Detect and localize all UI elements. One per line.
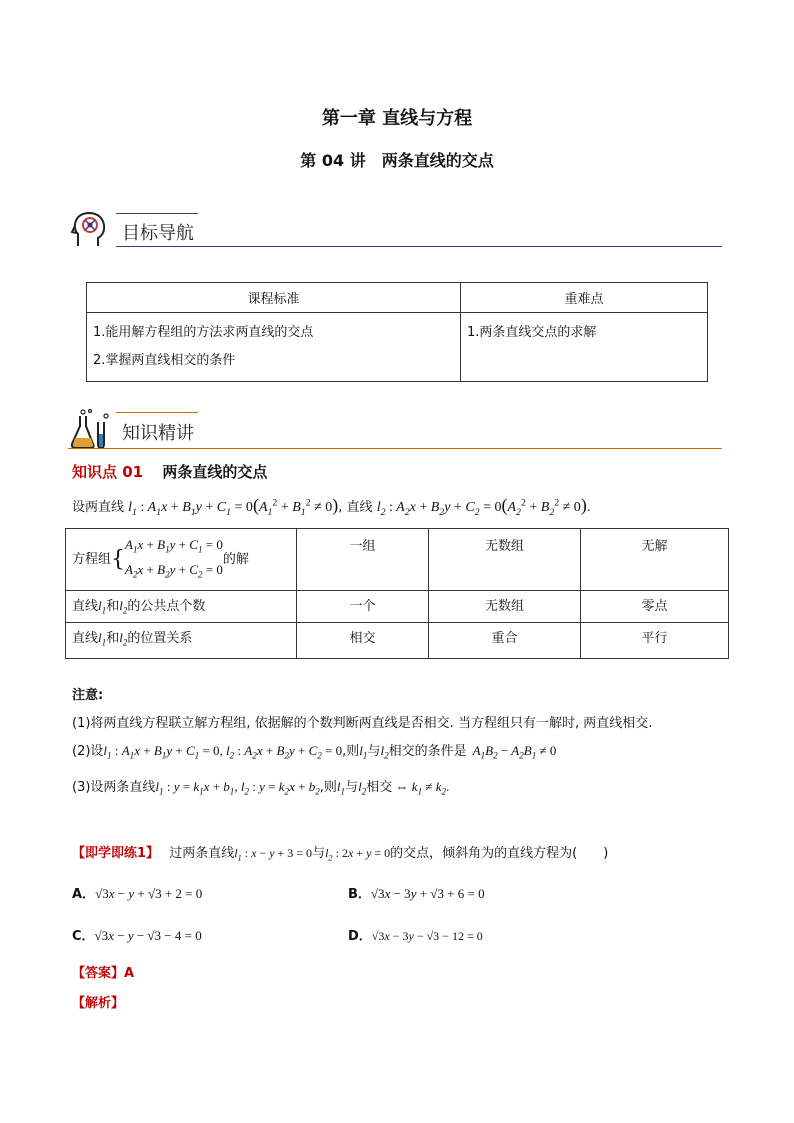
- exercise-question: 【即学即练1】 过两条直线$l_1$ : x − y + 3 = 0与$l_2$ : 2x + y = 0的交点，倾斜角为的直线方程为( ): [72, 846, 609, 863]
- note3-mid: ,则: [319, 780, 337, 795]
- note2-mid: ,则: [342, 744, 360, 759]
- note2-suffix: 相交的条件是: [388, 744, 467, 759]
- option-c[interactable]: C．√3x − y − √3 − 4 = 0: [72, 928, 202, 944]
- relation-cell: 一组: [297, 529, 429, 591]
- lab-flask-icon: [68, 408, 112, 450]
- note2-mid2: 与: [367, 744, 381, 759]
- line-l2-equation: $l_2$ : $A_2x + B_2y + C_2 = 0(A_2^2 + B_2^2 \ne 0)$.: [376, 495, 591, 518]
- goals-divider: [116, 246, 722, 247]
- question-suffix: 的交点，倾斜角为的直线方程为( ): [390, 846, 609, 861]
- note-1: (1)将两直线方程联立解方程组, 依据解的个数判断两直线是否相交. 当方程组只有一解时, 两直线相交.: [72, 716, 653, 731]
- relation-row3-label: 直线$l_1$和$l_2$的位置关系: [66, 623, 297, 659]
- goals-table: [86, 282, 708, 382]
- knowledge-divider: [68, 448, 722, 449]
- note-3: (3)设两条直线$l_1$ : $y = k_1x + b_1$, $l_2$ : $y = k_2x + b_2$,则$l_1$与$l_2$相交 ⇔ $k_1 \ne k_2$.: [72, 779, 450, 797]
- equation-system: $A_1x + B_1y + C_1 = 0$ $A_2x + B_2y + C_2 = 0$: [125, 536, 223, 580]
- relation-row2-label: 直线$l_1$和$l_2$的公共点个数: [66, 591, 297, 623]
- row1-prefix: 方程组: [72, 552, 112, 567]
- analysis-label: 【解析】: [72, 996, 125, 1011]
- relation-cell: 相交: [297, 623, 429, 659]
- note3-suffix: 相交: [366, 780, 393, 795]
- goals-section-title: 目标导航: [122, 223, 194, 244]
- goals-title-topline: [116, 213, 198, 214]
- notes-title: 注意:: [72, 688, 104, 703]
- chapter-title: 第一章 直线与方程: [321, 108, 473, 129]
- answer-value: A: [124, 966, 135, 981]
- row2-mid: 和: [106, 599, 120, 614]
- row3-mid: 和: [106, 631, 120, 646]
- knowledge-point-label: 知识点 01: [72, 463, 144, 481]
- goals-keypoints-cell: [461, 313, 708, 382]
- relation-cell: 零点: [581, 591, 729, 623]
- knowledge-point-heading: [72, 461, 267, 482]
- note-2: (2)设$l_1$ : $A_1x + B_1y + C_1 = 0$, $l_2$ : $A_2x + B_2y + C_2 = 0$,则$l_1$与$l_2$相交的条件是 $A_1B_2 - A_2B_1 \ne 0$: [72, 743, 557, 761]
- option-d-letter: D．: [348, 929, 372, 944]
- relation-row1-label: 方程组{$A_1x + B_1y + C_1 = 0$ $A_2x + B_2y + C_2 = 0$的解: [66, 529, 297, 591]
- row2-suffix: 的公共点个数: [127, 599, 206, 614]
- relation-cell: 平行: [581, 623, 729, 659]
- answer-label: 【答案】: [72, 966, 125, 981]
- question-mid: 与: [312, 846, 326, 861]
- row3-suffix: 的位置关系: [127, 631, 193, 646]
- intro-middle: , 直线: [338, 500, 373, 515]
- goals-standards-cell: [87, 313, 461, 382]
- goals-header-keypoints: 重难点: [461, 283, 708, 313]
- note2-prefix: (2)设: [72, 744, 104, 759]
- relation-cell: 无数组: [429, 591, 581, 623]
- option-c-letter: C．: [72, 929, 95, 944]
- knowledge-intro: [72, 495, 590, 518]
- exercise-label: 【即学即练1】: [72, 846, 160, 861]
- keypoint-item: 1.两条直线交点的求解: [467, 325, 597, 340]
- goals-header-standard: 课程标准: [87, 283, 461, 313]
- option-d[interactable]: D．√3x − 3y − √3 − 12 = 0: [348, 929, 483, 944]
- knowledge-title-topline: [116, 412, 198, 413]
- answer-line: [72, 962, 134, 981]
- row1-suffix: 的解: [222, 552, 249, 567]
- standard-item: 2.掌握两直线相交的条件: [93, 353, 236, 368]
- lecture-title: 第 04 讲 两条直线的交点: [300, 151, 494, 170]
- question-prefix: 过两条直线: [169, 846, 235, 861]
- option-a[interactable]: A．√3x − y + √3 + 2 = 0: [72, 886, 203, 902]
- relation-cell: 一个: [297, 591, 429, 623]
- relation-cell: 无数组: [429, 529, 581, 591]
- standard-item: 1.能用解方程组的方法求两直线的交点: [93, 325, 314, 340]
- relation-table: [65, 528, 729, 659]
- option-b[interactable]: B．√3x − 3y + √3 + 6 = 0: [348, 886, 485, 902]
- note3-mid2: 与: [345, 780, 359, 795]
- row2-prefix: 直线: [72, 599, 99, 614]
- option-b-letter: B．: [348, 887, 371, 902]
- knowledge-point-title: 两条直线的交点: [162, 463, 268, 481]
- relation-cell: 重合: [429, 623, 581, 659]
- line-l1-equation: $l_1$ : $A_1x + B_1y + C_1 = 0(A_1^2 + B_1^2 \ne 0)$: [128, 495, 339, 518]
- note3-prefix: (3)设两条直线: [72, 780, 156, 795]
- intro-prefix: 设两直线: [72, 500, 125, 515]
- option-a-letter: A．: [72, 887, 96, 902]
- relation-cell: 无解: [581, 529, 729, 591]
- knowledge-section-title: 知识精讲: [122, 423, 194, 444]
- row3-prefix: 直线: [72, 631, 99, 646]
- head-brain-icon: [68, 208, 110, 250]
